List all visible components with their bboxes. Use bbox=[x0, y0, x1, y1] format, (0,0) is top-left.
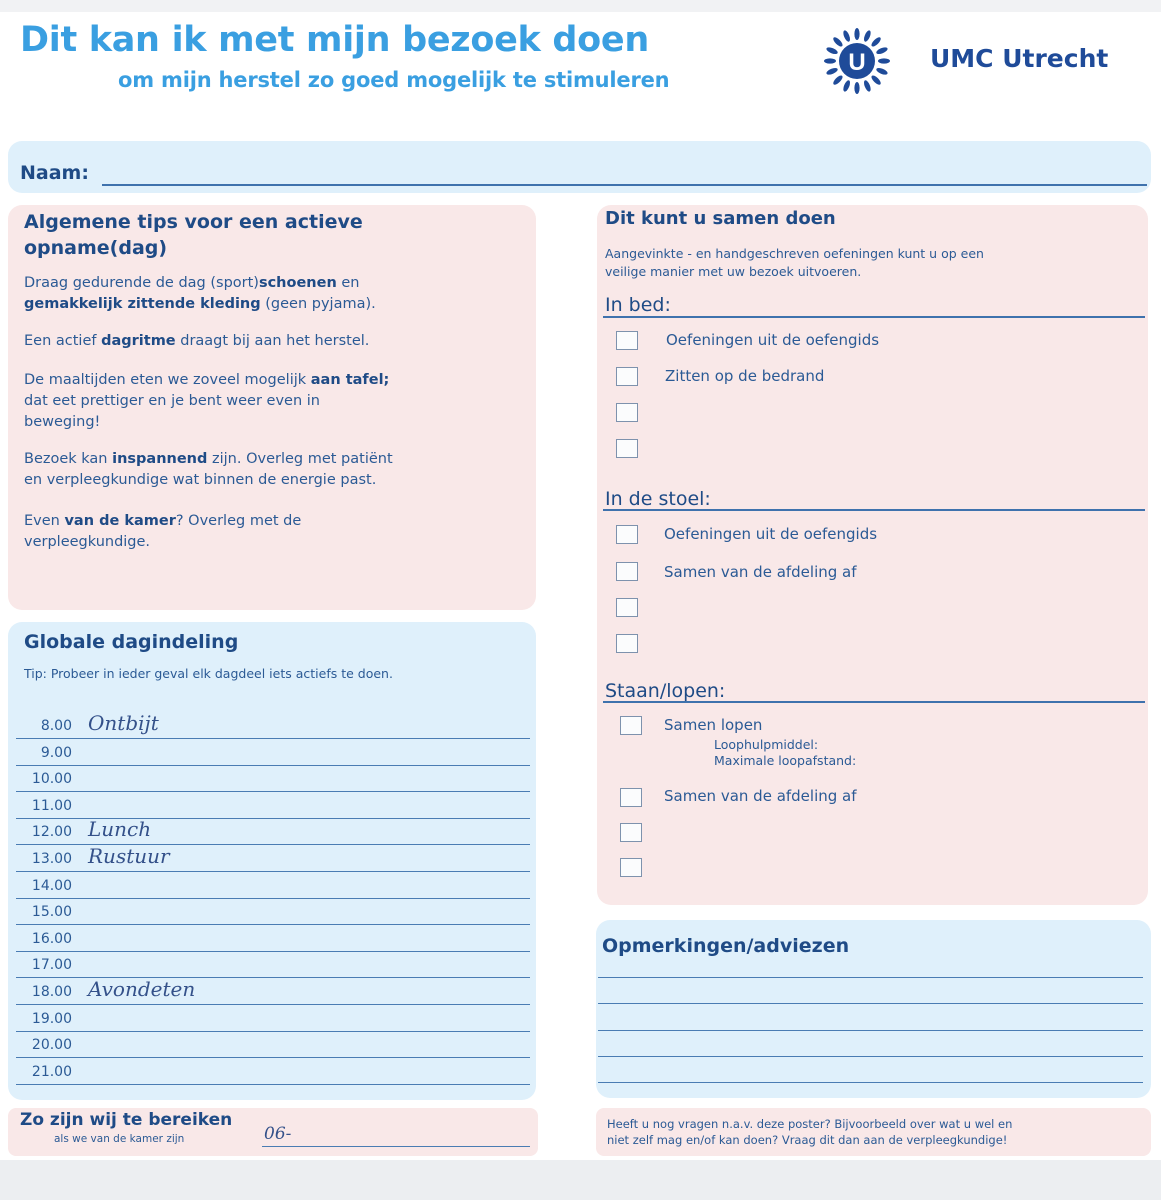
loophulpmiddel-label: Loophulpmiddel: bbox=[714, 737, 819, 752]
schedule-time: 17.00 bbox=[31, 957, 72, 973]
logo-text: UMC Utrecht bbox=[930, 44, 1109, 73]
logo-ray bbox=[863, 79, 872, 92]
bed-item-1: Oefeningen uit de oefengids bbox=[666, 331, 880, 349]
schedule-line[interactable] bbox=[16, 1084, 530, 1085]
section-in-de-stoel: In de stoel: bbox=[605, 488, 711, 510]
schedule-line[interactable] bbox=[16, 738, 530, 739]
schedule-time: 13.00 bbox=[31, 851, 72, 867]
checkbox-bed-3[interactable] bbox=[616, 403, 638, 422]
umc-logo-icon bbox=[822, 26, 892, 96]
bereiken-title: Zo zijn wij te bereiken bbox=[20, 1110, 233, 1130]
logo-letter: U bbox=[848, 49, 866, 76]
logo-ray bbox=[870, 36, 882, 48]
logo-ray bbox=[842, 30, 851, 43]
schedule-note: Rustuur bbox=[88, 844, 170, 868]
samen-title: Dit kunt u samen doen bbox=[605, 208, 836, 229]
schedule-line[interactable] bbox=[16, 1031, 530, 1032]
samen-intro-line1: Aangevinkte - en handgeschreven oefeningen kunt u op een bbox=[605, 246, 984, 261]
stoel-item-2: Samen van de afdeling af bbox=[664, 563, 857, 581]
opmerkingen-title: Opmerkingen/adviezen bbox=[602, 935, 850, 957]
schedule-time: 19.00 bbox=[31, 1011, 72, 1027]
section-staan-lopen-line bbox=[603, 701, 1145, 703]
poster-title: Dit kan ik met mijn bezoek doen bbox=[20, 20, 649, 60]
samen-intro-line2: veilige manier met uw bezoek uitvoeren. bbox=[605, 264, 862, 279]
vragen-line2: niet zelf mag en/of kan doen? Vraag dit dan aan de verpleegkundige! bbox=[607, 1133, 1008, 1147]
checkbox-staan-4[interactable] bbox=[620, 858, 642, 877]
schedule-line[interactable] bbox=[16, 791, 530, 792]
schedule-time: 11.00 bbox=[31, 798, 72, 814]
schedule-time: 21.00 bbox=[31, 1064, 72, 1080]
opmerkingen-line[interactable] bbox=[598, 977, 1143, 978]
checkbox-bed-1[interactable] bbox=[616, 331, 638, 350]
checkbox-stoel-2[interactable] bbox=[616, 562, 638, 581]
checkbox-stoel-4[interactable] bbox=[616, 634, 638, 653]
tip-inspannend: Bezoek kan inspannend zijn. Overleg met patiënt en verpleegkundige wat binnen de energie past. bbox=[24, 451, 393, 488]
naam-label: Naam: bbox=[20, 162, 89, 184]
schedule-time: 18.00 bbox=[31, 984, 72, 1000]
bottom-margin bbox=[0, 1160, 1161, 1200]
logo-ray bbox=[842, 79, 851, 92]
tip-schoenen: Draag gedurende de dag (sport)schoenen en gemakkelijk zittende kleding (geen pyjama). bbox=[24, 275, 376, 312]
logo-ray bbox=[870, 74, 882, 86]
logo-ray bbox=[854, 82, 859, 94]
logo-ray bbox=[878, 58, 890, 63]
schedule-line[interactable] bbox=[16, 898, 530, 899]
vragen-line1: Heeft u nog vragen n.a.v. deze poster? Bijvoorbeeld over wat u wel en bbox=[607, 1117, 1013, 1131]
opmerkingen-line[interactable] bbox=[598, 1003, 1143, 1004]
logo-ray bbox=[826, 67, 839, 76]
checkbox-stoel-1[interactable] bbox=[616, 525, 638, 544]
section-in-de-stoel-line bbox=[603, 509, 1145, 511]
schedule-line[interactable] bbox=[16, 1004, 530, 1005]
bed-item-2: Zitten op de bedrand bbox=[665, 367, 825, 385]
opmerkingen-line[interactable] bbox=[598, 1030, 1143, 1031]
schedule-line[interactable] bbox=[16, 1057, 530, 1058]
section-in-bed-line bbox=[603, 316, 1145, 318]
schedule-line[interactable] bbox=[16, 765, 530, 766]
schedule-time: 15.00 bbox=[31, 904, 72, 920]
logo-ray bbox=[875, 46, 888, 55]
schedule-time: 16.00 bbox=[31, 931, 72, 947]
vragen-panel bbox=[596, 1108, 1151, 1156]
stoel-item-1: Oefeningen uit de oefengids bbox=[664, 525, 878, 543]
schedule-note: Ontbijt bbox=[88, 711, 159, 735]
schedule-time: 12.00 bbox=[31, 824, 72, 840]
schedule-time: 14.00 bbox=[31, 878, 72, 894]
logo-ray bbox=[832, 36, 844, 48]
staan-item-2: Samen van de afdeling af bbox=[664, 787, 857, 805]
checkbox-bed-4[interactable] bbox=[616, 439, 638, 458]
poster-subtitle: om mijn herstel zo goed mogelijk te stimuleren bbox=[118, 68, 670, 92]
logo-ray bbox=[863, 30, 872, 43]
dagindeling-tip: Tip: Probeer in ieder geval elk dagdeel iets actiefs te doen. bbox=[24, 666, 393, 681]
logo-ray bbox=[854, 28, 859, 40]
opmerkingen-line[interactable] bbox=[598, 1082, 1143, 1083]
phone-handwritten: 06- bbox=[264, 1124, 292, 1144]
loopafstand-label: Maximale loopafstand: bbox=[714, 753, 857, 768]
section-in-bed: In bed: bbox=[605, 294, 671, 316]
schedule-note: Avondeten bbox=[88, 977, 196, 1001]
tip-dagritme: Een actief dagritme draagt bij aan het herstel. bbox=[24, 333, 370, 349]
tip-tafel: De maaltijden eten we zoveel mogelijk aan tafel; dat eet prettiger en je bent weer even in beweging! bbox=[24, 372, 390, 430]
dagindeling-title: Globale dagindeling bbox=[24, 631, 239, 653]
tips-title-line2: opname(dag) bbox=[24, 237, 168, 259]
checkbox-stoel-3[interactable] bbox=[616, 598, 638, 617]
logo-ray bbox=[832, 74, 844, 86]
schedule-time: 20.00 bbox=[31, 1037, 72, 1053]
tip-kamer: Even van de kamer? Overleg met de verpleegkundige. bbox=[24, 513, 302, 550]
staan-item-1: Samen lopen bbox=[664, 716, 763, 734]
schedule-line[interactable] bbox=[16, 924, 530, 925]
logo-ray bbox=[875, 67, 888, 76]
bereiken-sub: als we van de kamer zijn bbox=[54, 1133, 185, 1145]
schedule-line[interactable] bbox=[16, 951, 530, 952]
checkbox-staan-3[interactable] bbox=[620, 823, 642, 842]
schedule-time: 10.00 bbox=[31, 771, 72, 787]
checkbox-bed-2[interactable] bbox=[616, 367, 638, 386]
section-staan-lopen: Staan/lopen: bbox=[605, 680, 726, 702]
checkbox-staan-2[interactable] bbox=[620, 788, 642, 807]
schedule-time: 8.00 bbox=[40, 718, 72, 734]
logo-ray bbox=[824, 58, 836, 63]
schedule-note: Lunch bbox=[88, 817, 152, 841]
schedule-time: 9.00 bbox=[40, 745, 72, 761]
checkbox-staan-1[interactable] bbox=[620, 716, 642, 735]
schedule-line[interactable] bbox=[16, 871, 530, 872]
logo-ray bbox=[826, 46, 839, 55]
naam-field[interactable] bbox=[102, 184, 1147, 186]
phone-field[interactable] bbox=[262, 1146, 530, 1147]
opmerkingen-line[interactable] bbox=[598, 1056, 1143, 1057]
tips-title-line1: Algemene tips voor een actieve bbox=[24, 211, 363, 233]
